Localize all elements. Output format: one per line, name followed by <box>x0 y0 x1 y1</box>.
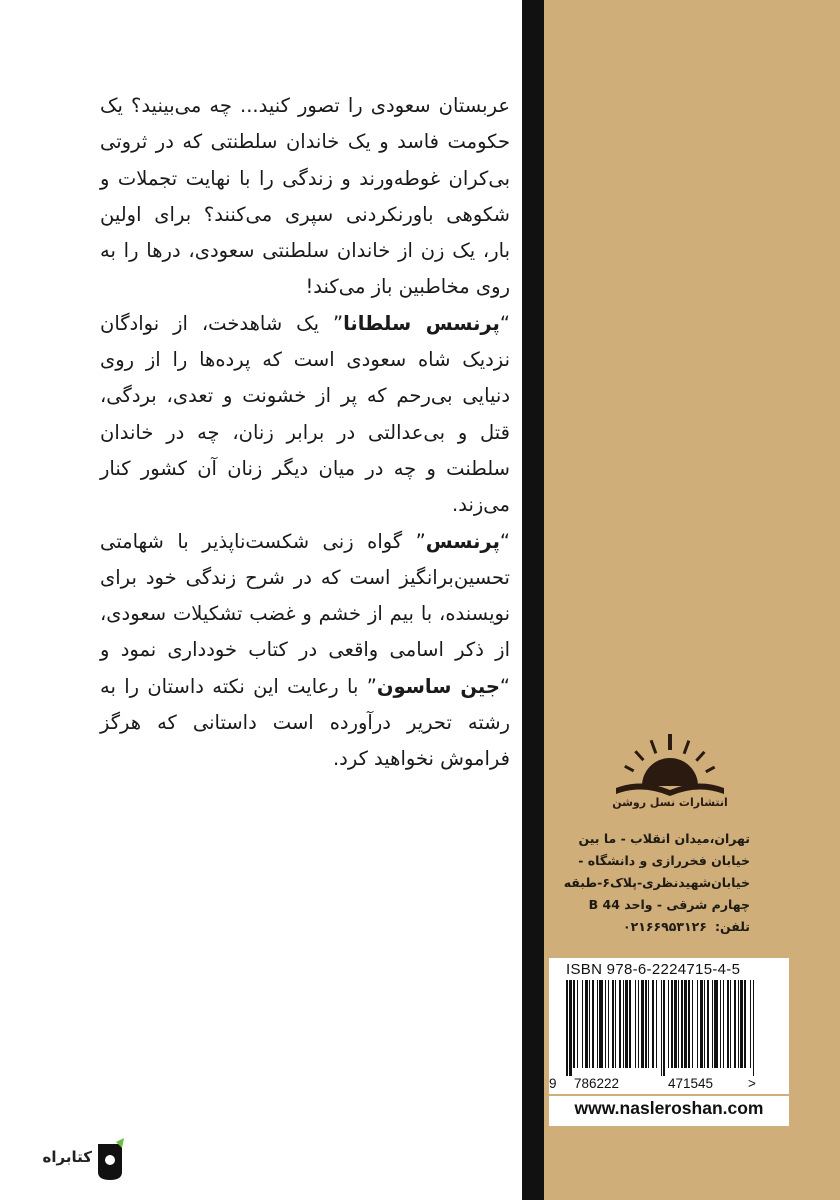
barcode-bar <box>707 980 709 1068</box>
barcode-group-2: 471545 <box>668 1076 714 1091</box>
barcode-bar <box>623 980 624 1068</box>
barcode <box>566 980 756 1076</box>
barcode-bar <box>597 980 598 1068</box>
barcode-bar <box>674 980 677 1068</box>
blurb-paragraph-1: عربستان سعودی را تصور کنید... چه می‌بینید؟ یک حکومت فاسد و یک خاندان سلطنتی که در ثروتی بی‌کران غوطه‌ورند و زندگی را با نهایت تجملات و شکوهی باورنکردنی سپری می‌کنند؟ برای اولین بار، یک زن از خاندان سلطنتی سعودی، درها را به روی مخاطبین باز می‌کند! <box>100 94 511 299</box>
author-name: جین ساسون <box>376 674 500 698</box>
barcode-bar <box>668 980 669 1068</box>
phone-number: ۰۲۱۶۶۹۵۳۱۲۶ <box>623 919 707 934</box>
blurb-paragraph-3: “پرنسس” گواه زنی شکست‌ناپذیر با شهامتی تحسین‌برانگیز است که در شرح زندگی خود برای نویسنده، با بیم از خشم و غضب تشکیلات سعودی، از ذکر اسامی واقعی در کتاب خودداری نمود و “جین ساسون” با رعایت این نکته داستان را به رشته تحریر درآورده است داستانی که هرگز فراموش نخواهید کرد. <box>100 529 511 771</box>
barcode-left-digit: 9 <box>549 1076 557 1091</box>
blurb-paragraph-2: “پرنسس سلطانا” یک شاهدخت، از نوادگان نزدیک شاه سعودی است که پرده‌ها را از روی دنیایی بی‌رحم که پر از خشونت و تعدی، بردگی، قتل و بی‌عدالتی در برابر زنان، چه در خاندان سلطنت و چه در میان دیگر زنان آن کشور کنار می‌زند. <box>100 311 510 517</box>
barcode-bar <box>566 980 568 1076</box>
barcode-bar <box>638 980 639 1068</box>
barcode-bar <box>744 980 746 1068</box>
barcode-bar <box>723 980 724 1068</box>
sun-icon <box>642 758 698 786</box>
barcode-bar <box>697 980 698 1068</box>
barcode-bar <box>720 980 721 1068</box>
publisher-address: تهران،میدان انقلاب - ما بین خیابان فخررازی و دانشگاه - خیابان‌شهیدنظری-پلاک۶-طبقه چهارم شرقی - واحد 44 B تلفن: ۰۲۱۶۶۹۵۳۱۲۶ <box>570 828 750 938</box>
spine-band <box>522 0 544 1200</box>
barcode-bar <box>635 980 636 1068</box>
barcode-bar <box>681 980 683 1068</box>
barcode-bar <box>678 980 679 1068</box>
barcode-bar <box>629 980 631 1068</box>
phone-row <box>570 916 750 938</box>
barcode-bar <box>692 980 693 1068</box>
publisher-name: انتشارات نسل روشن <box>612 796 728 809</box>
barcode-bar <box>573 980 575 1068</box>
barcode-bar <box>589 980 590 1068</box>
barcode-group-1: 786222 <box>574 1076 620 1091</box>
barcode-bar <box>619 980 621 1068</box>
barcode-bar <box>740 980 743 1068</box>
barcode-bar <box>608 980 609 1068</box>
website-url[interactable]: www.nasleroshan.com <box>574 1098 764 1118</box>
barcode-bar <box>734 980 736 1068</box>
barcode-bar <box>712 980 713 1068</box>
blurb-text <box>100 88 510 778</box>
barcode-bar <box>569 980 572 1076</box>
barcode-bar <box>684 980 687 1068</box>
barcode-bar <box>714 980 718 1068</box>
barcode-bar <box>738 980 739 1068</box>
ketabrah-wordmark: کتابراه <box>42 1148 92 1166</box>
barcode-bar <box>704 980 705 1068</box>
barcode-bar <box>577 980 578 1068</box>
barcode-bar <box>661 980 662 1076</box>
isbn-label: ISBN 978-6-2224715-4-5 <box>566 961 741 978</box>
barcode-bar <box>625 980 628 1068</box>
barcode-bar <box>753 980 754 1076</box>
princess-name: پرنسس <box>425 529 500 553</box>
barcode-bar <box>641 980 644 1068</box>
barcode-bar <box>652 980 654 1068</box>
phone-label: تلفن: <box>714 919 750 934</box>
barcode-bar <box>645 980 647 1068</box>
barcode-bar <box>750 980 751 1068</box>
barcode-bar <box>727 980 729 1068</box>
barcode-bar <box>656 980 657 1068</box>
barcode-bar <box>592 980 594 1068</box>
barcode-bar <box>671 980 673 1068</box>
barcode-bar <box>612 980 614 1068</box>
barcode-bar <box>605 980 606 1068</box>
barcode-bar <box>615 980 616 1068</box>
barcode-bar <box>688 980 690 1068</box>
barcode-marker: > <box>748 1076 756 1091</box>
barcode-bar <box>730 980 731 1068</box>
bookmark-icon <box>98 1138 124 1180</box>
princess-sultana-name: پرنسس سلطانا <box>343 311 500 335</box>
barcode-bar <box>700 980 703 1068</box>
barcode-bar <box>585 980 588 1068</box>
barcode-bar <box>582 980 583 1068</box>
barcode-bar <box>648 980 649 1068</box>
barcode-bar <box>599 980 603 1068</box>
barcode-bar <box>663 980 665 1076</box>
